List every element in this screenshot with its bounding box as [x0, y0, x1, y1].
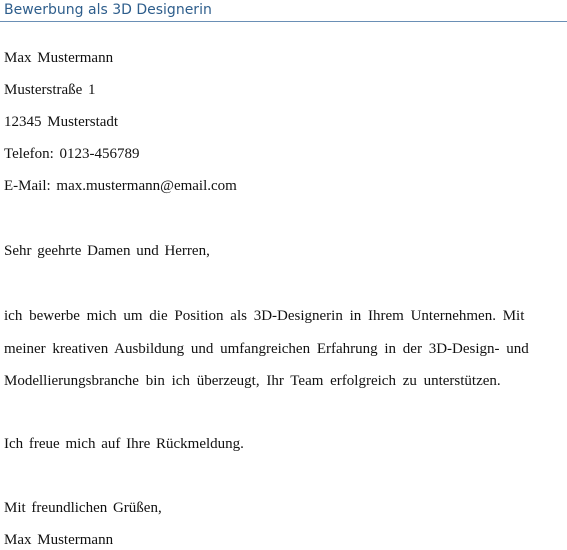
body-line: meiner kreativen Ausbildung und umfangreichen Erfahrung in der 3D-Design- und [4, 341, 529, 357]
header-divider [0, 21, 567, 22]
sender-email: E-Mail: max.mustermann@email.com [4, 178, 237, 194]
closing-greeting: Mit freundlichen Grüßen, [4, 500, 162, 516]
body-line: ich bewerbe mich um die Position als 3D-Designerin in Ihrem Unternehmen. Mit [4, 308, 525, 324]
sender-street: Musterstraße 1 [4, 82, 96, 98]
sender-name: Max Mustermann [4, 50, 114, 66]
signature-name: Max Mustermann [4, 532, 114, 548]
sender-phone: Telefon: 0123-456789 [4, 146, 140, 162]
body-line: Modellierungsbranche bin ich überzeugt, Ihr Team erfolgreich zu unterstützen. [4, 373, 501, 389]
closing-sentence: Ich freue mich auf Ihre Rückmeldung. [4, 436, 244, 452]
salutation: Sehr geehrte Damen und Herren, [4, 243, 210, 259]
document-title: Bewerbung als 3D Designerin [4, 2, 212, 18]
sender-city: 12345 Musterstadt [4, 114, 119, 130]
